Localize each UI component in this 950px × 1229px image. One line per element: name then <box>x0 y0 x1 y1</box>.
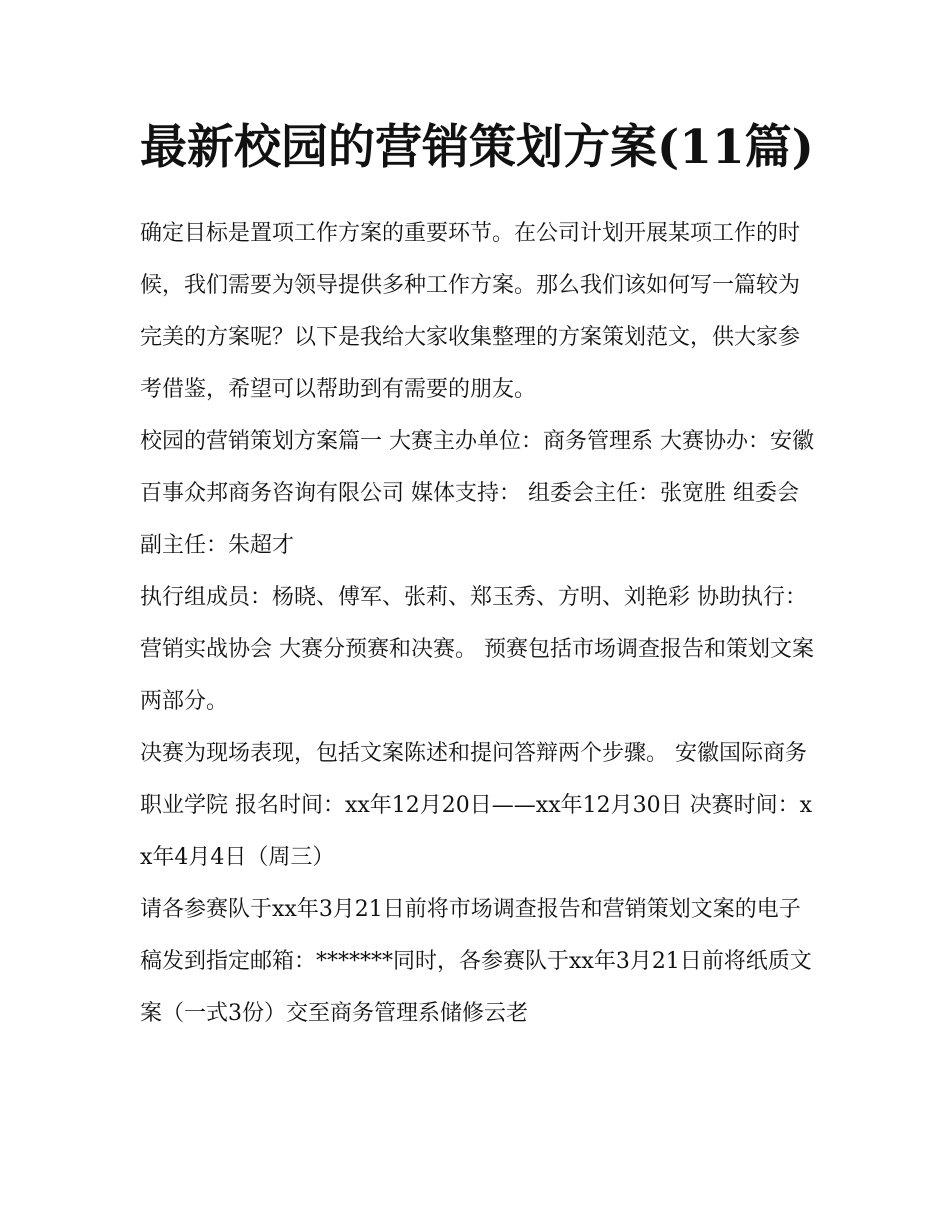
document-body <box>140 208 816 1040</box>
paragraph-intro: 确定目标是置项工作方案的重要环节。在公司计划开展某项工作的时候，我们需要为领导提供多种工作方案。那么我们该如何写一篇较为完美的方案呢？以下是我给大家收集整理的方案策划范文，供大家参考借鉴，希望可以帮助到有需要的朋友。 <box>140 221 801 402</box>
document-content <box>140 108 816 1040</box>
document-title: 最新校园的营销策划方案(11篇) <box>140 120 814 175</box>
paragraph-organizers: 校园的营销策划方案篇一 大赛主办单位：商务管理系 大赛协办：安徽百事众邦商务咨询有限公司 媒体支持： 组委会主任：张宽胜 组委会副主任：朱超才 <box>140 429 814 558</box>
paragraph-submission: 请各参赛队于xx年3月21日前将市场调查报告和营销策划文案的电子稿发到指定邮箱：*******同时，各参赛队于xx年3月21日前将纸质文案（一式3份）交至商务管理系储修云老 <box>140 897 812 1026</box>
paragraph-finals-schedule: 决赛为现场表现，包括文案陈述和提问答辩两个步骤。 安徽国际商务职业学院 报名时间：xx年12月20日——xx年12月30日 决赛时间：xx年4月4日（周三） <box>140 741 813 870</box>
paragraph-executive-team: 执行组成员：杨晓、傅军、张莉、郑玉秀、方明、刘艳彩 协助执行：营销实战协会 大赛分预赛和决赛。 预赛包括市场调查报告和策划文案两部分。 <box>140 585 814 714</box>
